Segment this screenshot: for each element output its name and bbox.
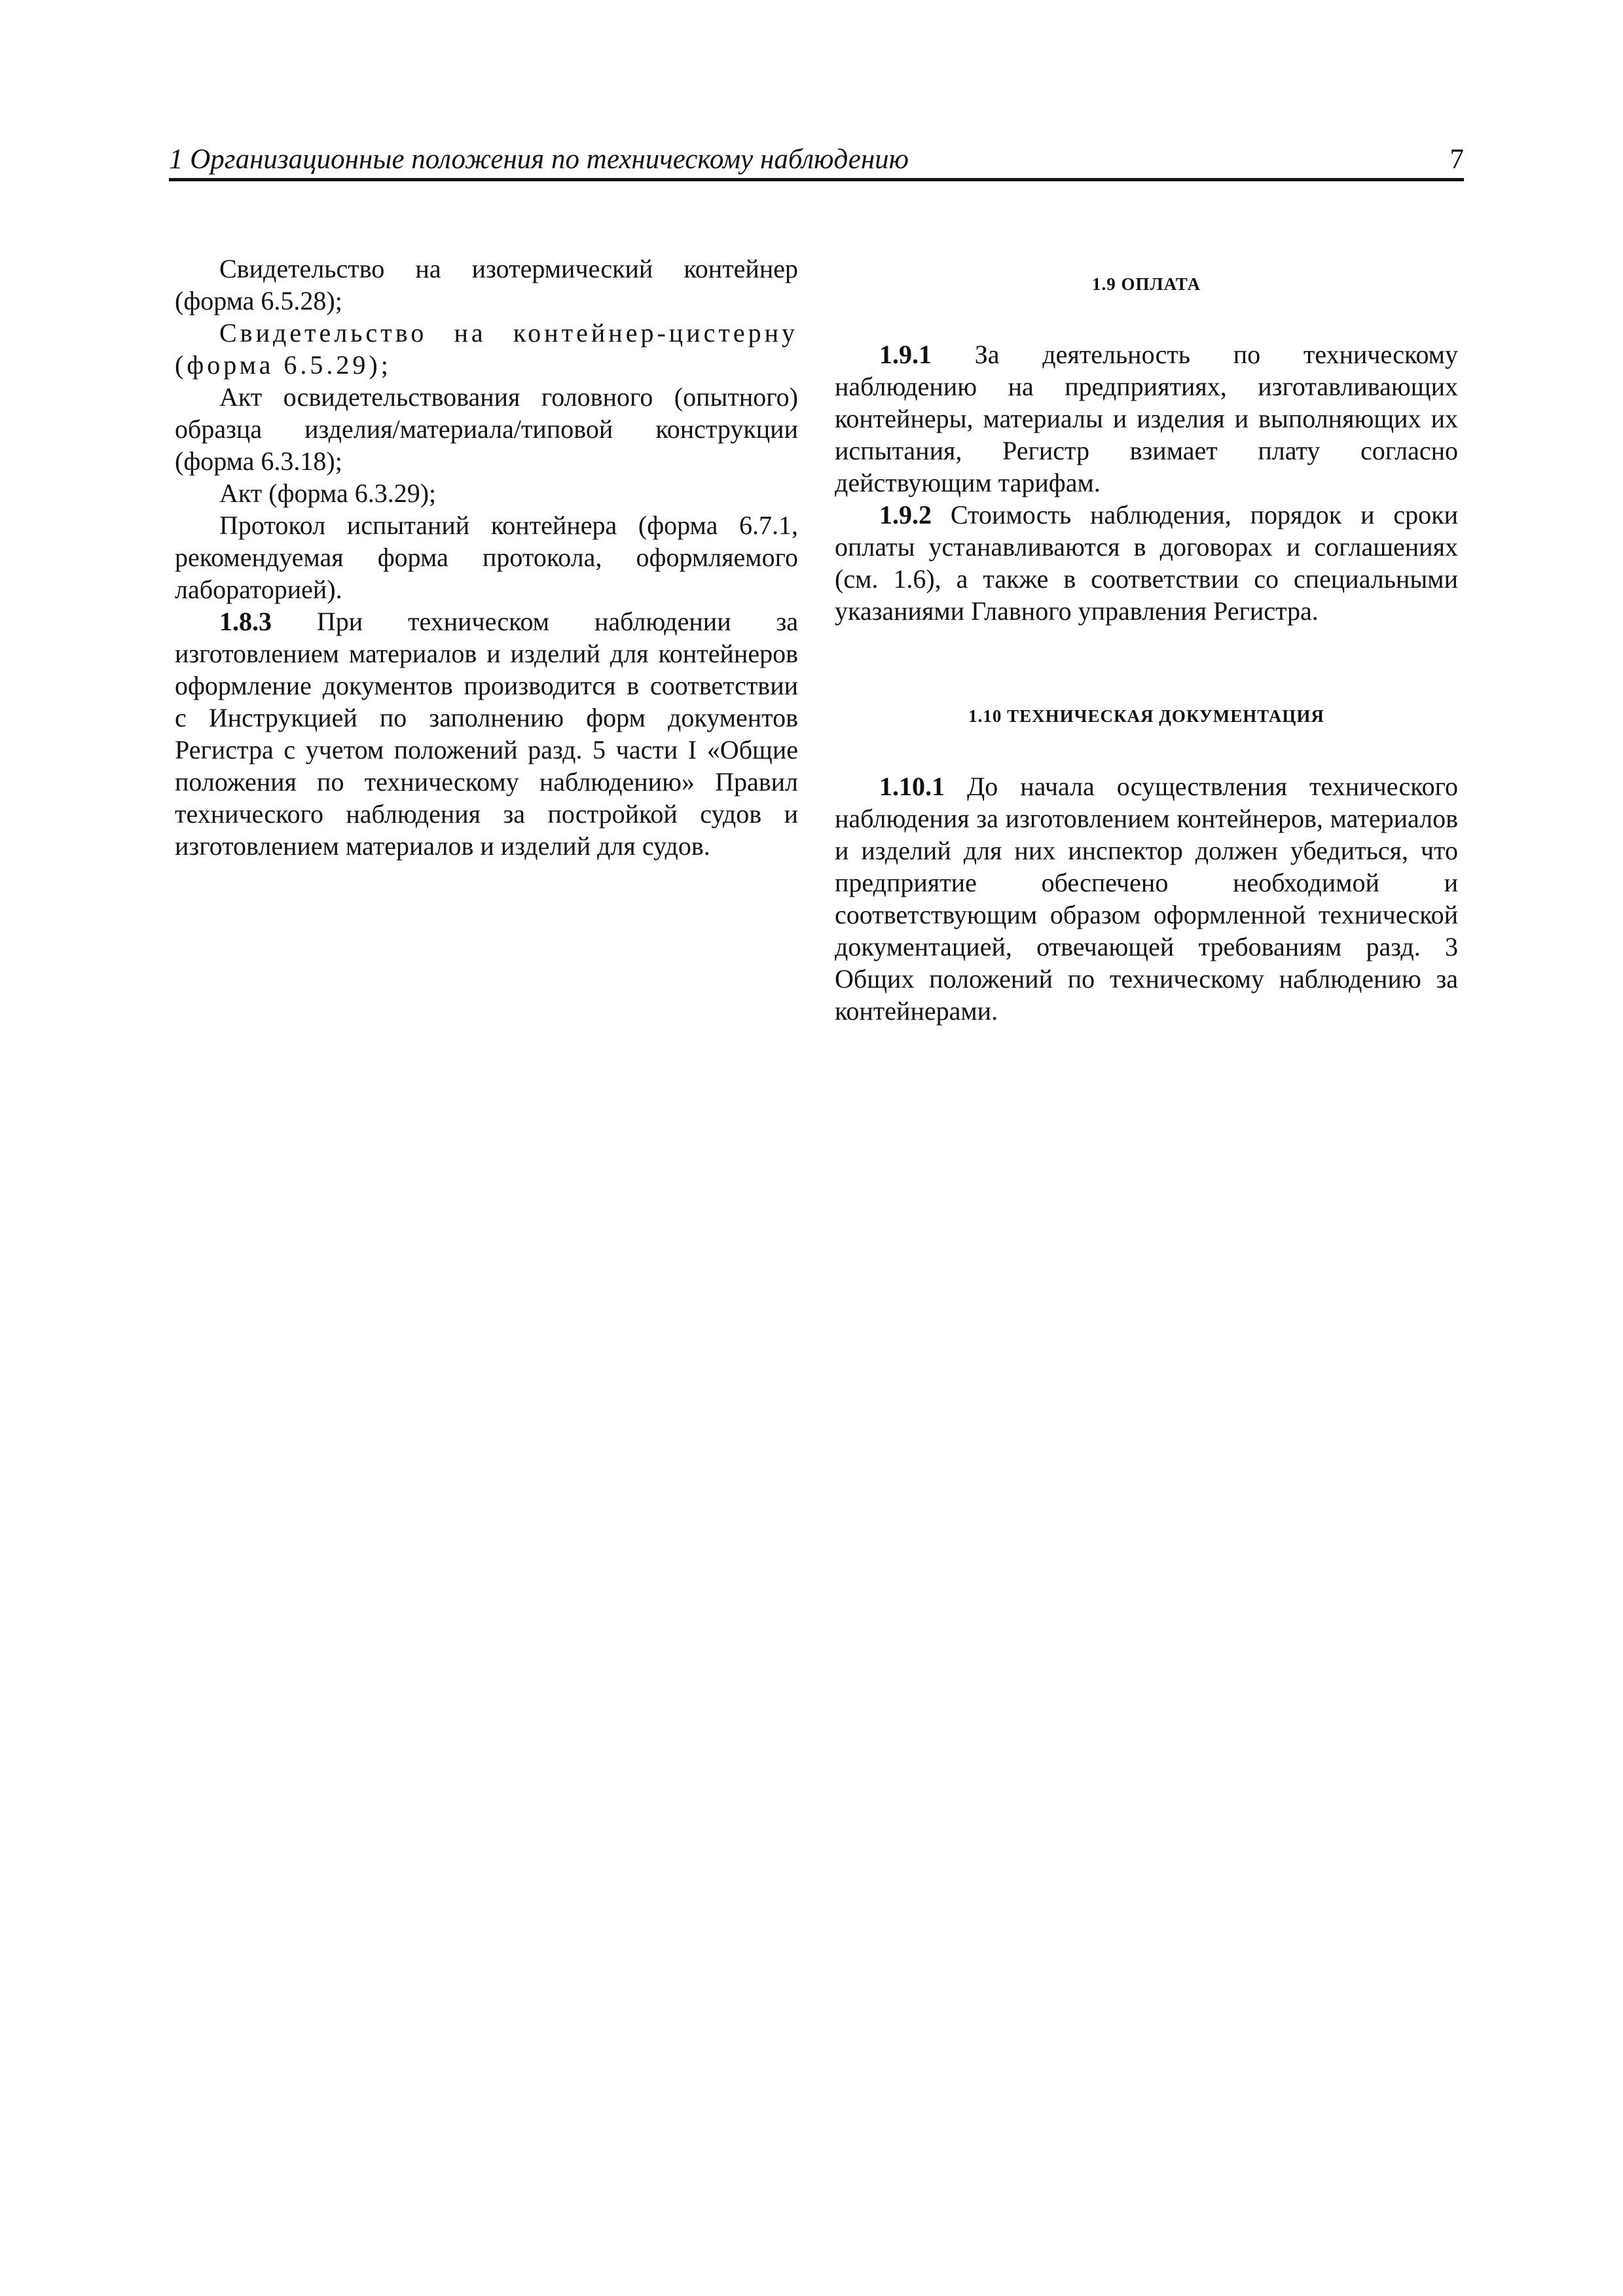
clause-number-1-9-1: 1.9.1 xyxy=(879,340,932,369)
paragraph-isothermal-container-certificate: Свидетельство на изотермический контейнер (форма 6.5.28); xyxy=(175,254,798,315)
clause-text-1-10-1: До начала осуществления технического наблюдения за изготовлением контейнеров, материалов и изделий для них инспектор должен убедиться, что предприятие обеспечено необходимой и соответствующим образом оформленной технической документацией, отвечающей требованиям разд. 3 Общих положений по техническому наблюдению за контейнерами. xyxy=(835,772,1459,1026)
clause-number-1-8-3: 1.8.3 xyxy=(219,607,272,636)
clause-number-1-10-1: 1.10.1 xyxy=(879,772,945,801)
page-number: 7 xyxy=(1450,144,1464,175)
section-heading-1-10: 1.10 ТЕХНИЧЕСКАЯ ДОКУМЕНТАЦИЯ xyxy=(968,706,1324,726)
paragraph-container-test-report: Протокол испытаний контейнера (форма 6.7.1, рекомендуемая форма протокола, оформляемого лабораторией). xyxy=(175,511,798,604)
paragraph-1-10-1 xyxy=(835,770,1458,1027)
clause-text-1-8-3: При техническом наблюдении за изготовлением материалов и изделий для контейнеров оформление документов производится в соответствии с Инструкцией по заполнению форм документов Регистра с учетом положений разд. 5 части I «Общие положения по техническому наблюдению» Правил технического наблюдения за постройкой судов и изготовлением материалов и изделий для судов. xyxy=(175,607,799,861)
paragraph-tank-container-certificate: Свидетельство на контейнер-цистерну (форма 6.5.29); xyxy=(175,318,798,380)
clause-text-1-9-2: Стоимость наблюдения, порядок и сроки оплаты устанавливаются в договорах и соглашениях (см. 1.6), а также в соответствии со специальными указаниями Главного управления Регистра. xyxy=(835,500,1459,626)
clause-number-1-9-2: 1.9.2 xyxy=(879,500,932,529)
paragraph-1-9-2 xyxy=(835,499,1458,627)
paragraph-1-8-3 xyxy=(175,605,798,862)
clause-text-1-9-1: За деятельность по техническому наблюдению на предприятиях, изготавливающих контейнеры, материалы и изделия и выполняющих их испытания, Регистр взимает плату согласно действующим тарифам. xyxy=(835,340,1458,497)
running-header xyxy=(169,139,1464,181)
paragraph-prototype-survey-act: Акт освидетельствования головного (опытного) образца изделия/материала/типовой конструкции (форма 6.3.18); xyxy=(175,382,798,476)
paragraph-1-9-1 xyxy=(835,338,1458,499)
section-heading-1-9: 1.9 ОПЛАТА xyxy=(1092,274,1201,294)
running-header-title: 1 Организационные положения по техническому наблюдению xyxy=(169,144,909,175)
left-column xyxy=(175,253,798,862)
paragraph-act-form: Акт (форма 6.3.29); xyxy=(219,478,437,508)
right-column xyxy=(835,253,1458,1027)
